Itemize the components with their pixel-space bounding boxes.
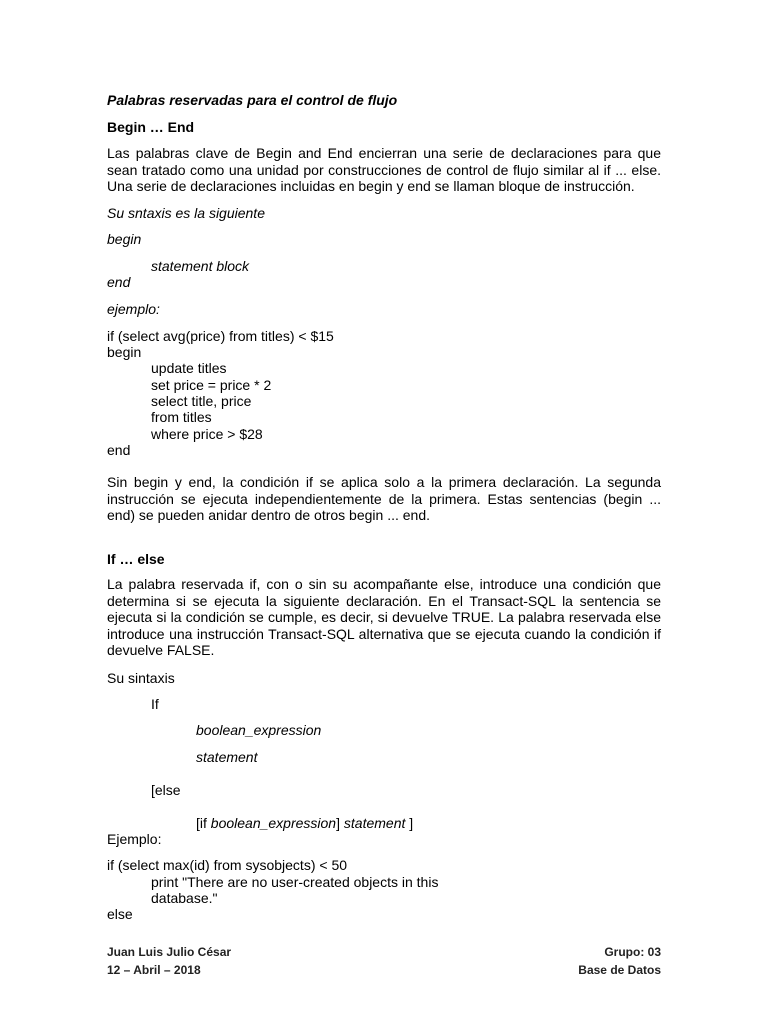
syntax-statement: statement bbox=[196, 749, 258, 765]
syntax-else-if-line bbox=[196, 815, 413, 832]
syntax-block: statement block bbox=[151, 258, 250, 274]
example-label-2: Ejemplo: bbox=[107, 831, 162, 847]
syntax-begin: begin bbox=[107, 231, 142, 247]
footer-author: Juan Luis Julio César bbox=[107, 945, 232, 959]
bracket-mid: ] bbox=[336, 815, 344, 831]
code-line: set price = price * 2 bbox=[151, 377, 272, 393]
heading-begin-end: Begin … End bbox=[107, 119, 195, 135]
code-line: select title, price bbox=[151, 393, 252, 409]
footer-subject: Base de Datos bbox=[578, 963, 661, 977]
heading-if-else: If … else bbox=[107, 551, 165, 567]
footer-group: Grupo: 03 bbox=[604, 945, 661, 959]
syntax-boolean-expression: boolean_expression bbox=[196, 722, 322, 738]
code-line: where price > $28 bbox=[151, 426, 263, 442]
syntax-if: If bbox=[151, 696, 159, 712]
section-title: Palabras reservadas para el control de flujo bbox=[107, 92, 398, 108]
code-line: print "There are no user-created objects in this bbox=[151, 874, 439, 890]
syntax-label: Su sntaxis es la siguiente bbox=[107, 205, 265, 221]
code-line: begin bbox=[107, 344, 142, 360]
bracket-close: ] bbox=[405, 815, 414, 831]
syntax-label-2: Su sintaxis bbox=[107, 670, 175, 686]
code-line: end bbox=[107, 442, 131, 458]
begin-end-intro: Las palabras clave de Begin and End encierran una serie de declaraciones para que sean tratado como una unidad por construcciones de control de flujo similar al if ... else. Una serie de declaraciones incluidas en begin y end se llaman bloque de instrucción. bbox=[107, 145, 661, 194]
footer-date: 12 – Abril – 2018 bbox=[107, 963, 201, 977]
code-line: database." bbox=[151, 890, 218, 906]
begin-end-note: Sin begin y end, la condición if se aplica solo a la primera declaración. La segunda instrucción se ejecuta independientemente de la primera. Estas sentencias (begin ... end) se pueden anidar dentro de otros begin ... end. bbox=[107, 474, 661, 523]
bracket-open: [if bbox=[196, 815, 211, 831]
code-line: update titles bbox=[151, 360, 227, 376]
else-boolean-expression: boolean_expression bbox=[210, 815, 337, 831]
syntax-else: [else bbox=[151, 782, 181, 798]
code-line: else bbox=[107, 906, 133, 922]
syntax-end: end bbox=[107, 274, 131, 290]
code-line: from titles bbox=[151, 409, 212, 425]
code-line: if (select avg(price) from titles) < $15 bbox=[107, 328, 334, 344]
else-statement: statement bbox=[343, 815, 406, 831]
code-line: if (select max(id) from sysobjects) < 50 bbox=[107, 857, 348, 873]
if-else-intro: La palabra reservada if, con o sin su acompañante else, introduce una condición que determina si se ejecuta la siguiente declaración. En el Transact-SQL la sentencia se ejecuta si la condición se cumple, es decir, si devuelve TRUE. La palabra reservada else introduce una instrucción Transact-SQL alternativa que se ejecuta cuando la condición if devuelve FALSE. bbox=[107, 576, 661, 658]
example-label: ejemplo: bbox=[107, 301, 160, 317]
